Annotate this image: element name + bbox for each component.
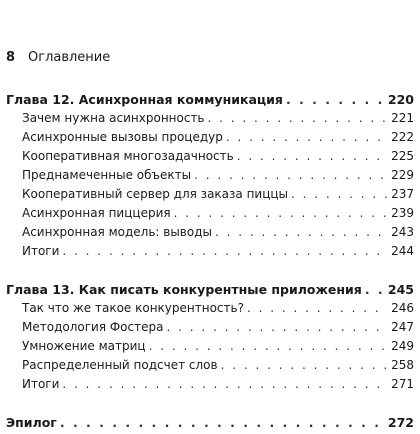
- toc-section[interactable]: [6, 187, 414, 206]
- toc-page-number: 249: [391, 339, 414, 353]
- dot-leader: [194, 168, 387, 182]
- toc-section[interactable]: [6, 301, 414, 320]
- dot-leader: [208, 111, 387, 125]
- toc-chapter[interactable]: [6, 92, 414, 111]
- toc-section-title: Распределенный подсчет слов: [22, 358, 218, 372]
- toc-page-number: 247: [391, 320, 414, 334]
- toc-chapter-title: Эпилог: [6, 415, 57, 430]
- toc-page-number: 246: [391, 301, 414, 315]
- toc-chapter[interactable]: [6, 282, 414, 301]
- toc-chapter-title: Глава 12. Асинхронная коммуникация: [6, 92, 283, 107]
- toc-section-title: Зачем нужна асинхронность: [22, 111, 205, 125]
- toc-page-number: 245: [387, 282, 414, 297]
- page-header: [6, 50, 110, 65]
- toc-section-title: Итоги: [22, 377, 60, 391]
- toc-section-title: Методология Фостера: [22, 320, 164, 334]
- dot-leader: [365, 282, 385, 297]
- toc-section-title: Умножение матриц: [22, 339, 146, 353]
- toc-page-number: 220: [387, 92, 414, 107]
- toc-section[interactable]: [6, 168, 414, 187]
- toc-page-number: 272: [387, 415, 414, 430]
- table-of-contents: [6, 92, 414, 434]
- toc-page-number: 243: [391, 225, 414, 239]
- toc-section-title: Асинхронная модель: выводы: [22, 225, 212, 239]
- toc-page-number: 221: [391, 111, 414, 125]
- toc-section[interactable]: [6, 206, 414, 225]
- toc-section-title: Кооперативный сервер для заказа пиццы: [22, 187, 289, 201]
- toc-section[interactable]: [6, 339, 414, 358]
- dot-leader: [149, 339, 387, 353]
- toc-section[interactable]: [6, 377, 414, 396]
- toc-section[interactable]: [6, 149, 414, 168]
- dot-leader: [62, 377, 387, 391]
- toc-page-number: 225: [391, 149, 414, 163]
- dot-leader: [291, 187, 387, 201]
- dot-leader: [226, 130, 387, 144]
- dot-leader: [215, 225, 387, 239]
- toc-page-number: 229: [391, 168, 414, 182]
- toc-section[interactable]: [6, 358, 414, 377]
- toc-section[interactable]: [6, 320, 414, 339]
- toc-section-title: Асинхронная пиццерия: [22, 206, 171, 220]
- toc-page-number: 244: [391, 244, 414, 258]
- toc-page-number: 222: [391, 130, 414, 144]
- page-number: 8: [6, 50, 16, 65]
- toc-page-number: 239: [391, 206, 414, 220]
- toc-page-number: 237: [391, 187, 414, 201]
- toc-section[interactable]: [6, 244, 414, 263]
- running-title: Оглавление: [28, 50, 111, 65]
- dot-leader: [221, 358, 387, 372]
- toc-section-title: Асинхронные вызовы процедур: [22, 130, 223, 144]
- dot-leader: [62, 244, 387, 258]
- spacer: [6, 263, 414, 282]
- dot-leader: [247, 301, 387, 315]
- dot-leader: [237, 149, 387, 163]
- toc-section[interactable]: [6, 225, 414, 244]
- toc-page-number: 271: [391, 377, 414, 391]
- dot-leader: [60, 415, 385, 430]
- toc-chapter-title: Глава 13. Как писать конкурентные приложения: [6, 282, 362, 297]
- toc-chapter[interactable]: [6, 415, 414, 434]
- dot-leader: [286, 92, 385, 107]
- toc-section-title: Кооперативная многозадачность: [22, 149, 234, 163]
- toc-section-title: Так что же такое конкурентность?: [22, 301, 244, 315]
- dot-leader: [166, 320, 387, 334]
- toc-section-title: Итоги: [22, 244, 60, 258]
- toc-page-number: 258: [391, 358, 414, 372]
- toc-section[interactable]: [6, 130, 414, 149]
- toc-section-title: Преднамеченные объекты: [22, 168, 192, 182]
- spacer: [6, 396, 414, 415]
- dot-leader: [174, 206, 387, 220]
- toc-section[interactable]: [6, 111, 414, 130]
